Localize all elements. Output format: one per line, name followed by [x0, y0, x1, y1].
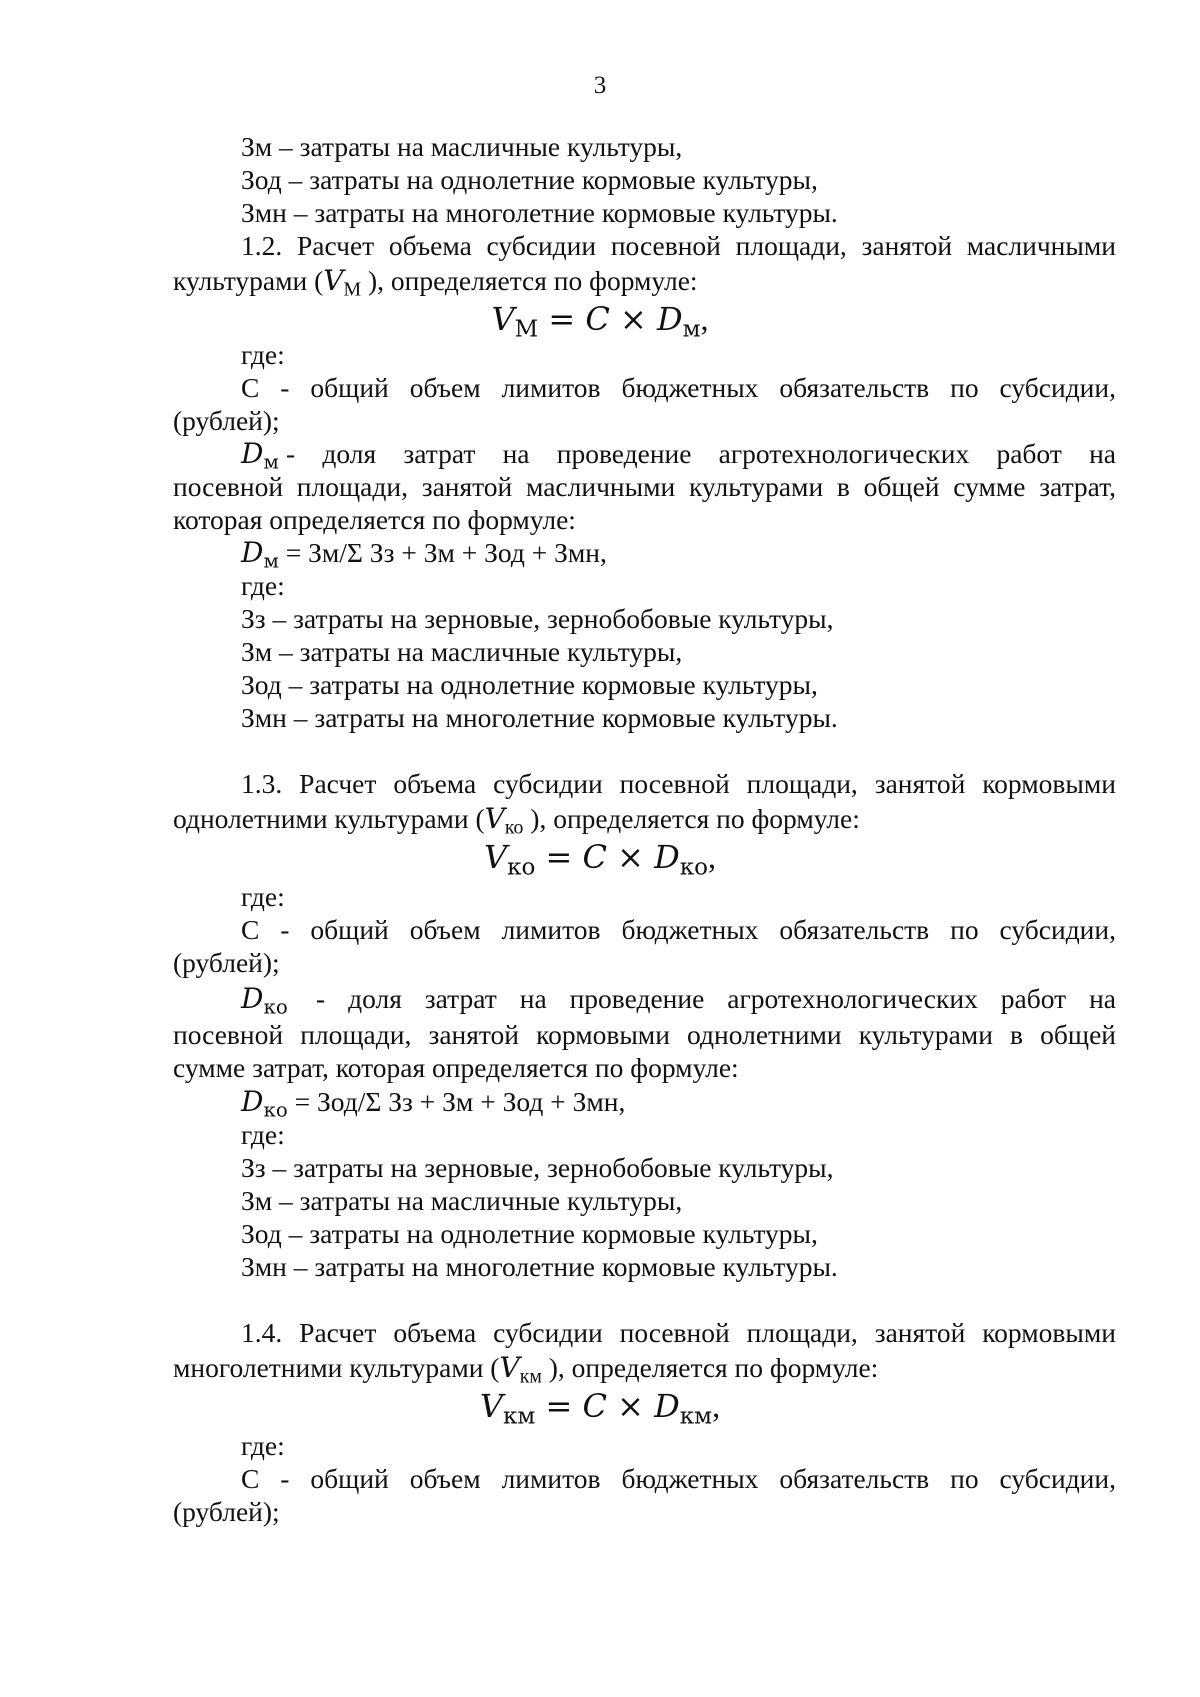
where-label: где:: [241, 1119, 285, 1150]
cost-definition-grain: Зз – затраты на зерновые, зернобобовые культуры,: [241, 603, 834, 634]
definition-dko: $D_{ко}$ - доля затрат на проведение агротехнологических работ на: [241, 982, 1116, 1019]
cost-definition-oilseed: Зм – затраты на масличные культуры,: [241, 1185, 683, 1216]
definition-dko-cont-2: сумме затрат, которая определяется по формуле:: [173, 1052, 739, 1083]
formula-dm: $D_м = Зм/\Sigma$ Зз + Зм + Зод + Змн,: [241, 536, 607, 573]
formula-vm: $V_М = C \times D_м$,: [491, 300, 709, 343]
definition-c-cont: (рублей);: [173, 405, 280, 436]
section-1-3-heading-cont: однолетними культурами ($V_{ко}$ ), определяется по формуле:: [173, 802, 860, 839]
cost-definition-perennial-fodder: Змн – затраты на многолетние кормовые культуры.: [241, 702, 838, 733]
section-1-4-heading: 1.4. Расчет объема субсидии посевной площади, занятой кормовыми: [241, 1317, 1116, 1348]
cost-definition-annual-fodder: Зод – затраты на однолетние кормовые культуры,: [241, 669, 818, 700]
definition-dko-cont-1: посевной площади, занятой кормовыми однолетними культурами в общей: [173, 1019, 1116, 1050]
definition-c: С - общий объем лимитов бюджетных обязательств по субсидии,: [241, 914, 1116, 945]
definition-dm-cont-1: посевной площади, занятой масличными культурами в общей сумме затрат,: [173, 471, 1116, 502]
definition-c-cont: (рублей);: [173, 1496, 280, 1527]
cost-definition-perennial-fodder: Змн – затраты на многолетние кормовые культуры.: [241, 197, 838, 228]
formula-vkm: $V_{км} = C \times D_{км}$,: [479, 1387, 721, 1430]
page-number: 3: [593, 72, 607, 99]
section-1-2-heading-cont: культурами ($V_М$ ), определяется по формуле:: [173, 264, 698, 301]
definition-c-cont: (рублей);: [173, 947, 280, 978]
section-1-3-heading: 1.3. Расчет объема субсидии посевной площади, занятой кормовыми: [241, 768, 1116, 799]
cost-definition-perennial-fodder: Змн – затраты на многолетние кормовые культуры.: [241, 1251, 838, 1282]
where-label: где:: [241, 339, 285, 370]
cost-definition-oilseed: Зм – затраты на масличные культуры,: [241, 636, 683, 667]
definition-c: С - общий объем лимитов бюджетных обязательств по субсидии,: [241, 1463, 1116, 1494]
cost-definition-oilseed: Зм – затраты на масличные культуры,: [241, 131, 683, 162]
where-label: где:: [241, 881, 285, 912]
section-1-2-heading: 1.2. Расчет объема субсидии посевной площади, занятой масличными: [241, 230, 1116, 261]
definition-c: С - общий объем лимитов бюджетных обязательств по субсидии,: [241, 372, 1116, 403]
definition-dm: $D_м$ - доля затрат на проведение агротехнологических работ на: [241, 437, 1116, 474]
section-1-4-heading-cont: многолетними культурами ($V_{км}$ ), определяется по формуле:: [173, 1351, 879, 1388]
definition-dm-cont-2: которая определяется по формуле:: [173, 504, 576, 535]
formula-dko: $D_{ко} = Зод/\Sigma$ Зз + Зм + Зод + Змн,: [241, 1085, 626, 1122]
cost-definition-annual-fodder: Зод – затраты на однолетние кормовые культуры,: [241, 164, 818, 195]
cost-definition-annual-fodder: Зод – затраты на однолетние кормовые культуры,: [241, 1218, 818, 1249]
formula-vko: $V_{ко} = C \times D_{ко}$,: [483, 838, 717, 881]
cost-definition-grain: Зз – затраты на зерновые, зернобобовые культуры,: [241, 1152, 834, 1183]
where-label: где:: [241, 1430, 285, 1461]
where-label: где:: [241, 570, 285, 601]
